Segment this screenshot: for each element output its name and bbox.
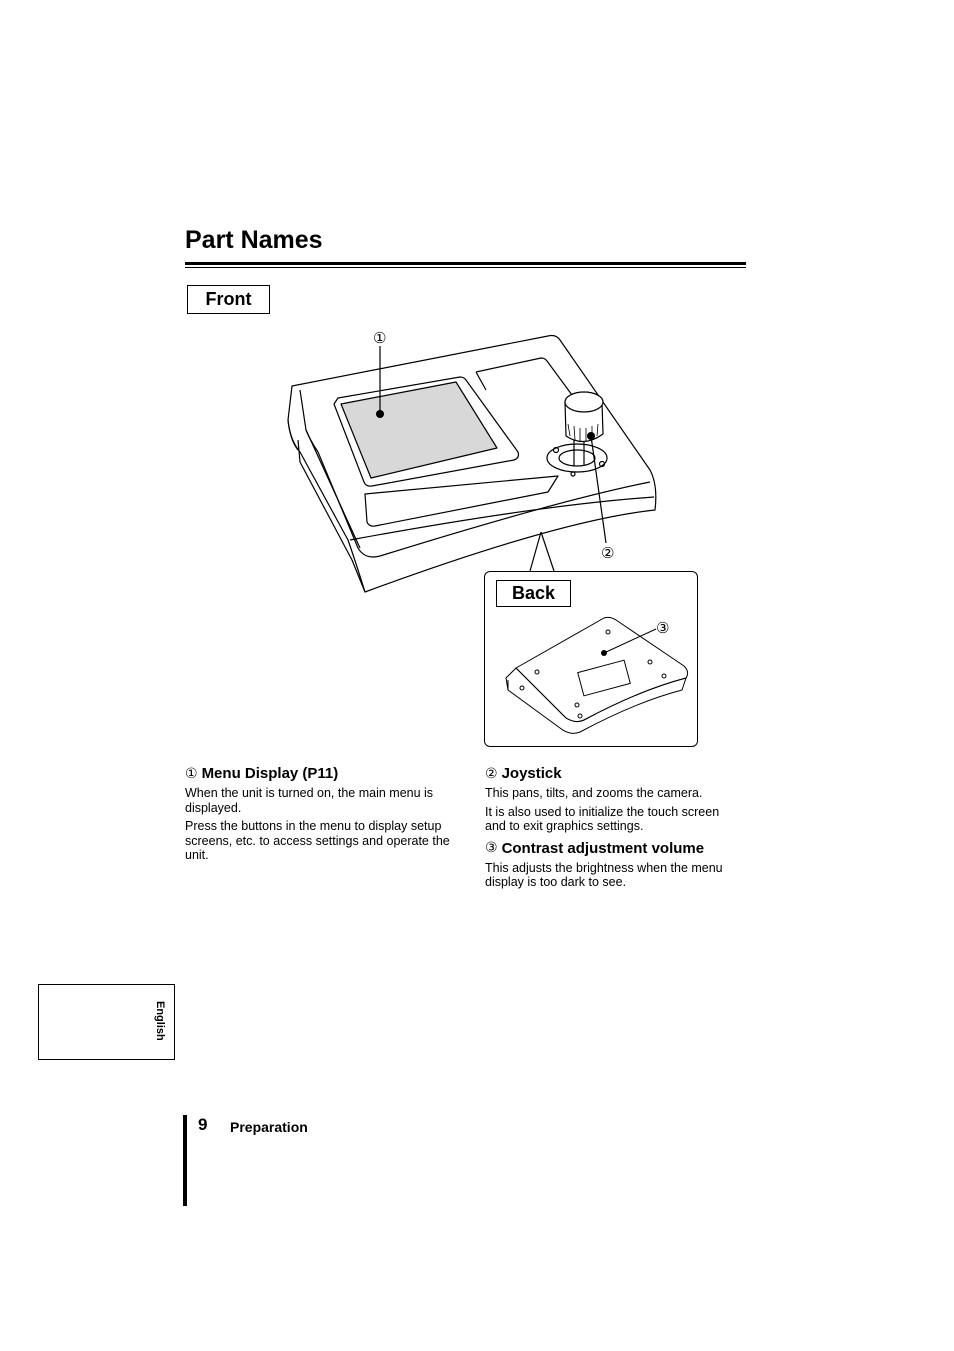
front-label: Front bbox=[187, 285, 270, 314]
section-paragraph: Press the buttons in the menu to display setup screens, etc. to access settings and operate the unit. bbox=[185, 819, 450, 862]
section-paragraph: This pans, tilts, and zooms the camera. bbox=[485, 786, 703, 800]
language-tab bbox=[38, 984, 175, 1060]
section-column-2 bbox=[485, 765, 735, 890]
language-tab-label: English bbox=[154, 1001, 166, 1041]
section-paragraph: When the unit is turned on, the main menu is displayed. bbox=[185, 786, 434, 815]
callout-2: ② bbox=[601, 544, 615, 562]
section-heading bbox=[485, 765, 735, 782]
section-title: Menu Display (P11) bbox=[201, 765, 339, 782]
section-joystick bbox=[485, 765, 735, 834]
section-contrast bbox=[485, 840, 735, 890]
section-number: ① bbox=[185, 765, 198, 782]
section-title: Joystick bbox=[501, 765, 562, 782]
section-heading bbox=[485, 840, 735, 857]
page-title: Part Names bbox=[185, 226, 323, 254]
section-paragraph: This adjusts the brightness when the menu display is too dark to see. bbox=[485, 860, 723, 889]
callout-3: ③ bbox=[656, 619, 670, 637]
footer-section-name: Preparation bbox=[230, 1119, 308, 1135]
section-menu-display bbox=[185, 765, 455, 863]
section-number: ③ bbox=[485, 840, 498, 856]
back-label: Back bbox=[496, 580, 571, 607]
section-number: ② bbox=[485, 765, 498, 782]
section-paragraph: It is also used to initialize the touch screen and to exit graphics settings. bbox=[485, 804, 720, 833]
section-title: Contrast adjustment volume bbox=[501, 839, 705, 857]
page-bar bbox=[183, 1115, 187, 1206]
section-heading bbox=[185, 765, 455, 782]
callout-1: ① bbox=[373, 329, 387, 347]
page-number: 9 bbox=[198, 1115, 208, 1134]
